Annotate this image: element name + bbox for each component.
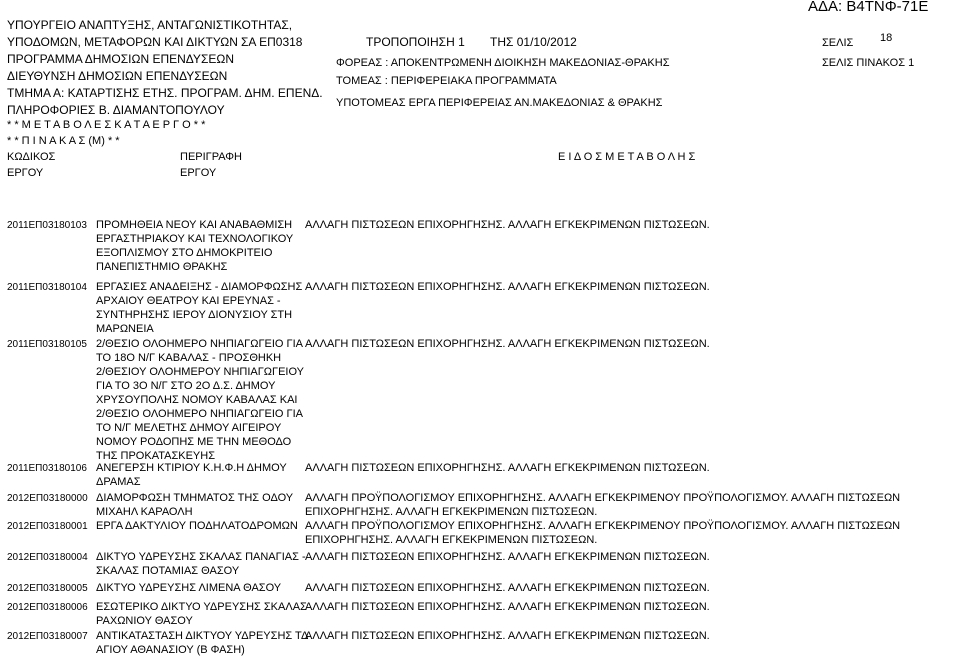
row-description xyxy=(96,600,306,628)
ypotomeas: ΥΠΟΤΟΜΕΑΣ ΕΡΓΑ ΠΕΡΙΦΕΡΕΙΑΣ ΑΝ.ΜΑΚΕΔΟΝΙΑΣ & ΘΡΑΚΗΣ xyxy=(336,97,663,109)
row-description-line: 2/ΘΕΣΙΟ ΟΛΟΗΜΕΡΟ ΝΗΠΙΑΓΩΓΕΙΟ ΓΙΑ xyxy=(96,338,303,350)
row-change-line: ΑΛΛΑΓΗ ΠΡΟΫΠΟΛΟΓΙΣΜΟΥ ΕΠΙΧΟΡΗΓΗΣΗΣ. ΑΛΛΑΓΗ ΕΓΚΕΚΡΙΜΕΝΟΥ ΠΡΟΫΠΟΛΟΓΙΣΜΟΥ. ΑΛΛΑΓΗ ΠΙΣΤΩΣΕΩΝ xyxy=(305,520,901,532)
row-change-line: ΑΛΛΑΓΗ ΠΙΣΤΩΣΕΩΝ ΕΠΙΧΟΡΗΓΗΣΗΣ. ΑΛΛΑΓΗ ΕΓΚΕΚΡΙΜΕΝΩΝ ΠΙΣΤΩΣΕΩΝ. xyxy=(305,281,710,293)
row-description-line: ΤΟ 18Ο Ν/Γ ΚΑΒΑΛΑΣ - ΠΡΟΣΘΗΚΗ xyxy=(96,352,282,364)
row-description-line: ΠΡΟΜΗΘΕΙΑ ΝΕΟΥ ΚΑΙ ΑΝΑΒΑΘΜΙΣΗ xyxy=(96,219,293,231)
foreas: ΦΟΡΕΑΣ : ΑΠΟΚΕΝΤΡΩΜΕΝΗ ΔΙΟΙΚΗΣΗ ΜΑΚΕΔΟΝΙΑΣ-ΘΡΑΚΗΣ xyxy=(336,57,670,69)
row-change-type xyxy=(305,519,900,547)
row-description xyxy=(96,491,306,519)
row-description xyxy=(96,629,309,657)
row-description-line: ΧΡΥΣΟΥΠΟΛΗΣ ΝΟΜΟΥ ΚΑΒΑΛΑΣ ΚΑΙ xyxy=(96,394,298,406)
modification-number: ΤΡΟΠΟΠΟΙΗΣΗ 1 xyxy=(366,35,465,49)
row-change-line: ΑΛΛΑΓΗ ΠΙΣΤΩΣΕΩΝ ΕΠΙΧΟΡΗΓΗΣΗΣ. ΑΛΛΑΓΗ ΕΓΚΕΚΡΙΜΕΝΩΝ ΠΙΣΤΩΣΕΩΝ. xyxy=(305,219,710,231)
row-description-line: ΓΙΑ ΤΟ 3Ο Ν/Γ ΣΤΟ 2Ο Δ.Σ. ΔΗΜΟΥ xyxy=(96,380,276,392)
ministry-line: ΔΙΕΥΘΥΝΣΗ ΔΗΜΟΣΙΩΝ ΕΠΕΝΔΥΣΕΩΝ xyxy=(7,69,228,83)
ministry-line: ΠΛΗΡΟΦΟΡΙΕΣ Β. ΔΙΑΜΑΝΤΟΠΟΥΛΟΥ xyxy=(7,103,225,117)
row-change-line: ΑΛΛΑΓΗ ΠΙΣΤΩΣΕΩΝ ΕΠΙΧΟΡΗΓΗΣΗΣ. ΑΛΛΑΓΗ ΕΓΚΕΚΡΙΜΕΝΩΝ ΠΙΣΤΩΣΕΩΝ. xyxy=(305,582,710,594)
row-change-line: ΑΛΛΑΓΗ ΠΙΣΤΩΣΕΩΝ ΕΠΙΧΟΡΗΓΗΣΗΣ. ΑΛΛΑΓΗ ΕΓΚΕΚΡΙΜΕΝΩΝ ΠΙΣΤΩΣΕΩΝ. xyxy=(305,630,710,642)
row-description-line: ΤΗΣ ΠΡΟΚΑΤΑΣΚΕΥΗΣ xyxy=(96,450,216,462)
row-change-line: ΕΠΙΧΟΡΗΓΗΣΗΣ. ΑΛΛΑΓΗ ΕΓΚΕΚΡΙΜΕΝΩΝ ΠΙΣΤΩΣΕΩΝ. xyxy=(305,506,598,518)
row-description xyxy=(96,218,306,274)
row-description-line: 2/ΘΕΣΙΟ ΟΛΟΗΜΕΡΟ ΝΗΠΙΑΓΩΓΕΙΟ ΓΙΑ xyxy=(96,408,303,420)
row-description-line: ΔΙΚΤΥΟ ΥΔΡΕΥΣΗΣ ΣΚΑΛΑΣ ΠΑΝΑΓΙΑΣ - xyxy=(96,551,306,563)
row-change-type xyxy=(305,218,710,232)
row-description-line: ΑΝΤΙΚΑΤΑΣΤΑΣΗ ΔΙΚΤΥΟΥ ΥΔΡΕΥΣΗΣ ΤΔ xyxy=(96,630,309,642)
row-code: 2011ΕΠ03180103 xyxy=(7,220,87,231)
row-description-line: ΕΡΓΑΣΤΗΡΙΑΚΟΥ ΚΑΙ ΤΕΧΝΟΛΟΓΙΚΟΥ xyxy=(96,233,294,245)
row-description xyxy=(96,519,306,533)
column-header-code: ΚΩΔΙΚΟΣ xyxy=(7,151,56,163)
sa-code: ΣΑ ΕΠ0318 xyxy=(241,35,303,49)
row-change-type xyxy=(305,550,710,564)
row-description xyxy=(96,581,306,595)
row-description-line: ΣΚΑΛΑΣ ΠΟΤΑΜΙΑΣ ΘΑΣΟΥ xyxy=(96,565,240,577)
page-label: ΣΕΛΙΣ xyxy=(822,37,854,49)
row-description-line: ΜΑΡΩΝΕΙΑ xyxy=(96,323,154,335)
ministry-line: ΥΠΟΥΡΓΕΙΟ ΑΝΑΠΤΥΞΗΣ, ΑΝΤΑΓΩΝΙΣΤΙΚΟΤΗΤΑΣ, xyxy=(7,18,293,32)
row-code: 2012ΕΠ03180006 xyxy=(7,602,88,613)
row-change-line: ΑΛΛΑΓΗ ΠΡΟΫΠΟΛΟΓΙΣΜΟΥ ΕΠΙΧΟΡΗΓΗΣΗΣ. ΑΛΛΑΓΗ ΕΓΚΕΚΡΙΜΕΝΟΥ ΠΡΟΫΠΟΛΟΓΙΣΜΟΥ. ΑΛΛΑΓΗ ΠΙΣΤΩΣΕΩΝ xyxy=(305,492,901,504)
row-change-line: ΑΛΛΑΓΗ ΠΙΣΤΩΣΕΩΝ ΕΠΙΧΟΡΗΓΗΣΗΣ. ΑΛΛΑΓΗ ΕΓΚΕΚΡΙΜΕΝΩΝ ΠΙΣΤΩΣΕΩΝ. xyxy=(305,601,710,613)
row-description-line: ΔΡΑΜΑΣ xyxy=(96,476,141,488)
row-code: 2011ΕΠ03180106 xyxy=(7,463,87,474)
column-header-description: ΕΡΓΟΥ xyxy=(180,167,217,179)
tomeas: ΤΟΜΕΑΣ : ΠΕΡΙΦΕΡΕΙΑΚΑ ΠΡΟΓΡΑΜΜΑΤΑ xyxy=(336,75,557,87)
row-description xyxy=(96,461,306,489)
row-change-type xyxy=(305,491,900,519)
ada-code: ΑΔΑ: Β4ΤΝΦ-71Ε xyxy=(808,0,929,15)
row-code: 2012ΕΠ03180004 xyxy=(7,552,88,563)
modification-date: ΤΗΣ 01/10/2012 xyxy=(490,35,577,49)
column-header-description: ΠΕΡΙΓΡΑΦΗ xyxy=(180,151,242,163)
row-change-type xyxy=(305,461,710,475)
row-description xyxy=(96,337,306,463)
row-change-line: ΑΛΛΑΓΗ ΠΙΣΤΩΣΕΩΝ ΕΠΙΧΟΡΗΓΗΣΗΣ. ΑΛΛΑΓΗ ΕΓΚΕΚΡΙΜΕΝΩΝ ΠΙΣΤΩΣΕΩΝ. xyxy=(305,551,710,563)
row-description-line: ΝΟΜΟΥ ΡΟΔΟΠΗΣ ΜΕ ΤΗΝ ΜΕΘΟΔΟ xyxy=(96,436,292,448)
row-description-line: ΕΣΩΤΕΡΙΚΟ ΔΙΚΤΥΟ ΥΔΡΕΥΣΗΣ ΣΚΑΛΑΣ xyxy=(96,601,307,613)
row-description-line: ΑΓΙΟΥ ΑΘΑΝΑΣΙΟΥ (Β ΦΑΣΗ) xyxy=(96,644,245,656)
row-description-line: ΡΑΧΩΝΙΟΥ ΘΑΣΟΥ xyxy=(96,615,193,627)
row-change-line: ΑΛΛΑΓΗ ΠΙΣΤΩΣΕΩΝ ΕΠΙΧΟΡΗΓΗΣΗΣ. ΑΛΛΑΓΗ ΕΓΚΕΚΡΙΜΕΝΩΝ ΠΙΣΤΩΣΕΩΝ. xyxy=(305,462,710,474)
row-code: 2011ΕΠ03180104 xyxy=(7,282,87,293)
column-header-code: ΕΡΓΟΥ xyxy=(7,167,44,179)
row-code: 2012ΕΠ03180005 xyxy=(7,583,88,594)
row-code: 2011ΕΠ03180105 xyxy=(7,339,87,350)
row-description-line: ΕΡΓΑΣΙΕΣ ΑΝΑΔΕΙΞΗΣ - ΔΙΑΜΟΡΦΩΣΗΣ xyxy=(96,281,303,293)
row-code: 2012ΕΠ03180000 xyxy=(7,493,88,504)
row-description-line: 2/ΘΕΣΙΟΥ ΟΛΟΗΜΕΡΟΥ ΝΗΠΙΑΓΩΓΕΙΟΥ xyxy=(96,366,305,378)
table-page: ΣΕΛΙΣ ΠΙΝΑΚΟΣ 1 xyxy=(822,57,915,69)
row-change-line: ΑΛΛΑΓΗ ΠΙΣΤΩΣΕΩΝ ΕΠΙΧΟΡΗΓΗΣΗΣ. ΑΛΛΑΓΗ ΕΓΚΕΚΡΙΜΕΝΩΝ ΠΙΣΤΩΣΕΩΝ. xyxy=(305,338,710,350)
row-description-line: ΤΟ Ν/Γ ΜΕΛΕΤΗΣ ΔΗΜΟΥ ΑΙΓΕΙΡΟΥ xyxy=(96,422,282,434)
row-description-line: ΑΡΧΑΙΟΥ ΘΕΑΤΡΟΥ ΚΑΙ ΕΡΕΥΝΑΣ - xyxy=(96,295,281,307)
section-title: * * Μ Ε Τ Α Β Ο Λ Ε Σ Κ Α Τ Α Ε Ρ Γ Ο * * xyxy=(7,119,206,131)
row-change-type xyxy=(305,280,710,294)
ministry-line: ΥΠΟΔΟΜΩΝ, ΜΕΤΑΦΟΡΩΝ ΚΑΙ ΔΙΚΤΥΩΝ xyxy=(7,35,238,49)
row-description-line: ΕΡΓΑ ΔΑΚΤΥΛΙΟΥ ΠΟΔΗΛΑΤΟΔΡΟΜΩΝ xyxy=(96,520,298,532)
row-description xyxy=(96,550,306,578)
row-description-line: ΠΑΝΕΠΙΣΤΗΜΙΟ ΘΡΑΚΗΣ xyxy=(96,261,228,273)
row-change-type xyxy=(305,581,710,595)
row-code: 2012ΕΠ03180001 xyxy=(7,521,88,532)
table-title: * * Π Ι Ν Α Κ Α Σ (Μ) * * xyxy=(7,135,120,147)
row-change-type xyxy=(305,629,710,643)
column-header-change-type: Ε Ι Δ Ο Σ Μ Ε Τ Α Β Ο Λ Η Σ xyxy=(558,151,696,163)
row-description-line: ΑΝΕΓΕΡΣΗ ΚΤΙΡΙΟΥ Κ.Η.Φ.Η ΔΗΜΟΥ xyxy=(96,462,287,474)
row-description-line: ΜΙΧΑΗΛ ΚΑΡΑΟΛΗ xyxy=(96,506,193,518)
page-number: 18 xyxy=(880,32,893,44)
row-description-line: ΔΙΑΜΟΡΦΩΣΗ ΤΜΗΜΑΤΟΣ ΤΗΣ ΟΔΟΥ xyxy=(96,492,294,504)
row-change-type xyxy=(305,600,710,614)
row-description-line: ΕΞΟΠΛΙΣΜΟΥ ΣΤΟ ΔΗΜΟΚΡΙΤΕΙΟ xyxy=(96,247,273,259)
row-code: 2012ΕΠ03180007 xyxy=(7,631,88,642)
row-description xyxy=(96,280,306,336)
row-description-line: ΣΥΝΤΗΡΗΣΗΣ ΙΕΡΟΥ ΔΙΟΝΥΣΙΟΥ ΣΤΗ xyxy=(96,309,293,321)
row-change-type xyxy=(305,337,710,351)
row-description-line: ΔΙΚΤΥΟ ΥΔΡΕΥΣΗΣ ΛΙΜΕΝΑ ΘΑΣΟΥ xyxy=(96,582,282,594)
ministry-line: ΤΜΗΜΑ Α: ΚΑΤΑΡΤΙΣΗΣ ΕΤΗΣ. ΠΡΟΓΡΑΜ. ΔΗΜ. ΕΠΕΝΔ. xyxy=(7,86,323,100)
ministry-line: ΠΡΟΓΡΑΜΜΑ ΔΗΜΟΣΙΩΝ ΕΠΕΝΔΥΣΕΩΝ xyxy=(7,52,234,66)
row-change-line: ΕΠΙΧΟΡΗΓΗΣΗΣ. ΑΛΛΑΓΗ ΕΓΚΕΚΡΙΜΕΝΩΝ ΠΙΣΤΩΣΕΩΝ. xyxy=(305,534,598,546)
